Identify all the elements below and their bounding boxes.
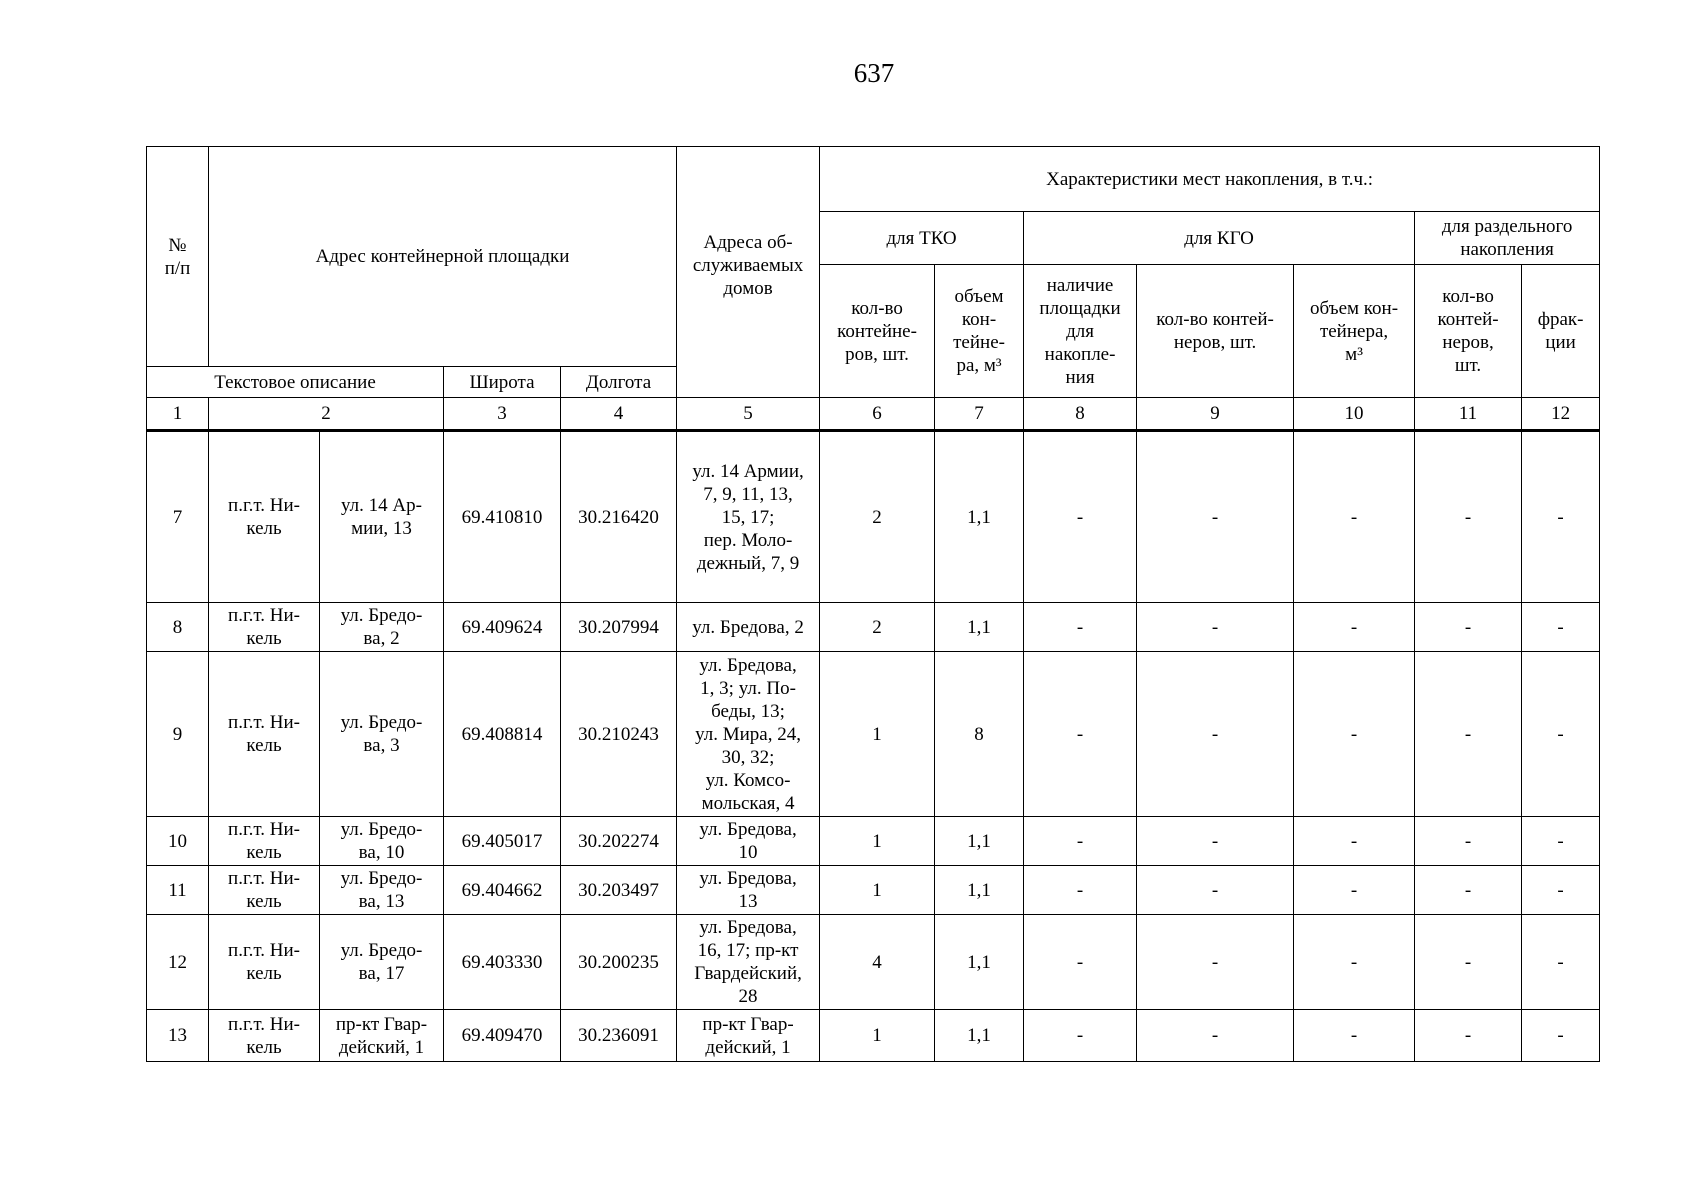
header-separate: для раздельного накопления [1415,212,1600,265]
row-number: 12 [147,915,209,1010]
table-row [147,817,1600,866]
table-row [147,915,1600,1010]
longitude: 30.203497 [561,866,677,915]
kgo-container-volume: - [1294,652,1415,817]
separate-fractions: - [1522,652,1600,817]
kgo-container-count: - [1137,866,1294,915]
tko-container-count: 1 [820,652,935,817]
longitude: 30.236091 [561,1010,677,1062]
header-kgo: для КГО [1024,212,1415,265]
separate-container-count: - [1415,866,1522,915]
separate-container-count: - [1415,915,1522,1010]
column-number: 8 [1024,398,1137,431]
latitude: 69.410810 [444,431,561,603]
column-number: 1 [147,398,209,431]
street-address: ул. Бредо- ва, 13 [320,866,444,915]
tko-container-volume: 1,1 [935,1010,1024,1062]
separate-container-count: - [1415,431,1522,603]
street-address: ул. Бредо- ва, 10 [320,817,444,866]
served-houses: ул. 14 Армии, 7, 9, 11, 13, 15, 17; пер. Моло- дежный, 7, 9 [677,431,820,603]
header-separate-count: кол-во контей- неров, шт. [1415,265,1522,398]
street-address: пр-кт Гвар- дейский, 1 [320,1010,444,1062]
kgo-site: - [1024,652,1137,817]
separate-fractions: - [1522,603,1600,652]
tko-container-count: 1 [820,1010,935,1062]
served-houses: пр-кт Гвар- дейский, 1 [677,1010,820,1062]
header-tko: для ТКО [820,212,1024,265]
latitude: 69.403330 [444,915,561,1010]
column-number: 5 [677,398,820,431]
kgo-site: - [1024,603,1137,652]
separate-fractions: - [1522,431,1600,603]
kgo-container-count: - [1137,652,1294,817]
separate-container-count: - [1415,652,1522,817]
settlement: п.г.т. Ни- кель [209,652,320,817]
table-body [147,431,1600,1062]
header-served-houses: Адреса об- служиваемых домов [677,147,820,398]
latitude: 69.409470 [444,1010,561,1062]
header-num: № п/п [147,147,209,367]
street-address: ул. Бредо- ва, 3 [320,652,444,817]
row-number: 10 [147,817,209,866]
longitude: 30.216420 [561,431,677,603]
table-row [147,603,1600,652]
tko-container-volume: 1,1 [935,915,1024,1010]
kgo-container-count: - [1137,1010,1294,1062]
tko-container-volume: 1,1 [935,817,1024,866]
column-number: 7 [935,398,1024,431]
kgo-container-count: - [1137,915,1294,1010]
column-number: 2 [209,398,444,431]
header-address: Адрес контейнерной площадки [209,147,677,367]
served-houses: ул. Бредова, 2 [677,603,820,652]
column-number: 4 [561,398,677,431]
header-separate-fractions: фрак- ции [1522,265,1600,398]
served-houses: ул. Бредова, 1, 3; ул. По- беды, 13; ул. Мира, 24, 30, 32; ул. Комсо- мольская, 4 [677,652,820,817]
served-houses: ул. Бредова, 10 [677,817,820,866]
longitude: 30.200235 [561,915,677,1010]
header-latitude: Широта [444,367,561,398]
served-houses: ул. Бредова, 16, 17; пр-кт Гвардейский, 28 [677,915,820,1010]
header-kgo-count: кол-во контей- неров, шт. [1137,265,1294,398]
row-number: 13 [147,1010,209,1062]
column-number: 6 [820,398,935,431]
kgo-container-count: - [1137,431,1294,603]
kgo-site: - [1024,866,1137,915]
latitude: 69.408814 [444,652,561,817]
settlement: п.г.т. Ни- кель [209,866,320,915]
table-row [147,652,1600,817]
street-address: ул. Бредо- ва, 17 [320,915,444,1010]
longitude: 30.207994 [561,603,677,652]
kgo-site: - [1024,431,1137,603]
column-number: 3 [444,398,561,431]
header-characteristics: Характеристики мест накопления, в т.ч.: [820,147,1600,212]
header-kgo-site: наличие площадки для накопле- ния [1024,265,1137,398]
kgo-container-volume: - [1294,817,1415,866]
column-number: 11 [1415,398,1522,431]
tko-container-count: 1 [820,866,935,915]
settlement: п.г.т. Ни- кель [209,603,320,652]
table-row [147,431,1600,603]
kgo-container-volume: - [1294,431,1415,603]
tko-container-count: 2 [820,431,935,603]
settlement: п.г.т. Ни- кель [209,431,320,603]
header-tko-count: кол-во контейне- ров, шт. [820,265,935,398]
tko-container-count: 1 [820,817,935,866]
page-number: 637 [853,58,895,88]
kgo-container-count: - [1137,817,1294,866]
table-header [147,147,1600,431]
separate-container-count: - [1415,1010,1522,1062]
tko-container-count: 4 [820,915,935,1010]
kgo-site: - [1024,1010,1137,1062]
tko-container-volume: 8 [935,652,1024,817]
row-number: 8 [147,603,209,652]
tko-container-volume: 1,1 [935,603,1024,652]
separate-fractions: - [1522,915,1600,1010]
longitude: 30.202274 [561,817,677,866]
kgo-site: - [1024,915,1137,1010]
served-houses: ул. Бредова, 13 [677,866,820,915]
kgo-site: - [1024,817,1137,866]
latitude: 69.409624 [444,603,561,652]
kgo-container-volume: - [1294,603,1415,652]
settlement: п.г.т. Ни- кель [209,915,320,1010]
kgo-container-volume: - [1294,915,1415,1010]
settlement: п.г.т. Ни- кель [209,1010,320,1062]
column-number: 12 [1522,398,1600,431]
kgo-container-count: - [1137,603,1294,652]
column-number-row [147,398,1600,431]
separate-fractions: - [1522,866,1600,915]
table-row [147,1010,1600,1062]
tko-container-volume: 1,1 [935,866,1024,915]
kgo-container-volume: - [1294,1010,1415,1062]
row-number: 7 [147,431,209,603]
table-row [147,866,1600,915]
street-address: ул. Бредо- ва, 2 [320,603,444,652]
street-address: ул. 14 Ар- мии, 13 [320,431,444,603]
latitude: 69.404662 [444,866,561,915]
settlement: п.г.т. Ни- кель [209,817,320,866]
longitude: 30.210243 [561,652,677,817]
separate-fractions: - [1522,817,1600,866]
kgo-container-volume: - [1294,866,1415,915]
header-kgo-volume: объем кон- тейнера, м³ [1294,265,1415,398]
column-number: 10 [1294,398,1415,431]
row-number: 9 [147,652,209,817]
latitude: 69.405017 [444,817,561,866]
container-sites-table [146,146,1600,1062]
header-longitude: Долгота [561,367,677,398]
column-number: 9 [1137,398,1294,431]
tko-container-volume: 1,1 [935,431,1024,603]
header-tko-volume: объем кон- тейне- ра, м³ [935,265,1024,398]
tko-container-count: 2 [820,603,935,652]
row-number: 11 [147,866,209,915]
separate-container-count: - [1415,603,1522,652]
separate-container-count: - [1415,817,1522,866]
separate-fractions: - [1522,1010,1600,1062]
header-text-description: Текстовое описание [147,367,444,398]
